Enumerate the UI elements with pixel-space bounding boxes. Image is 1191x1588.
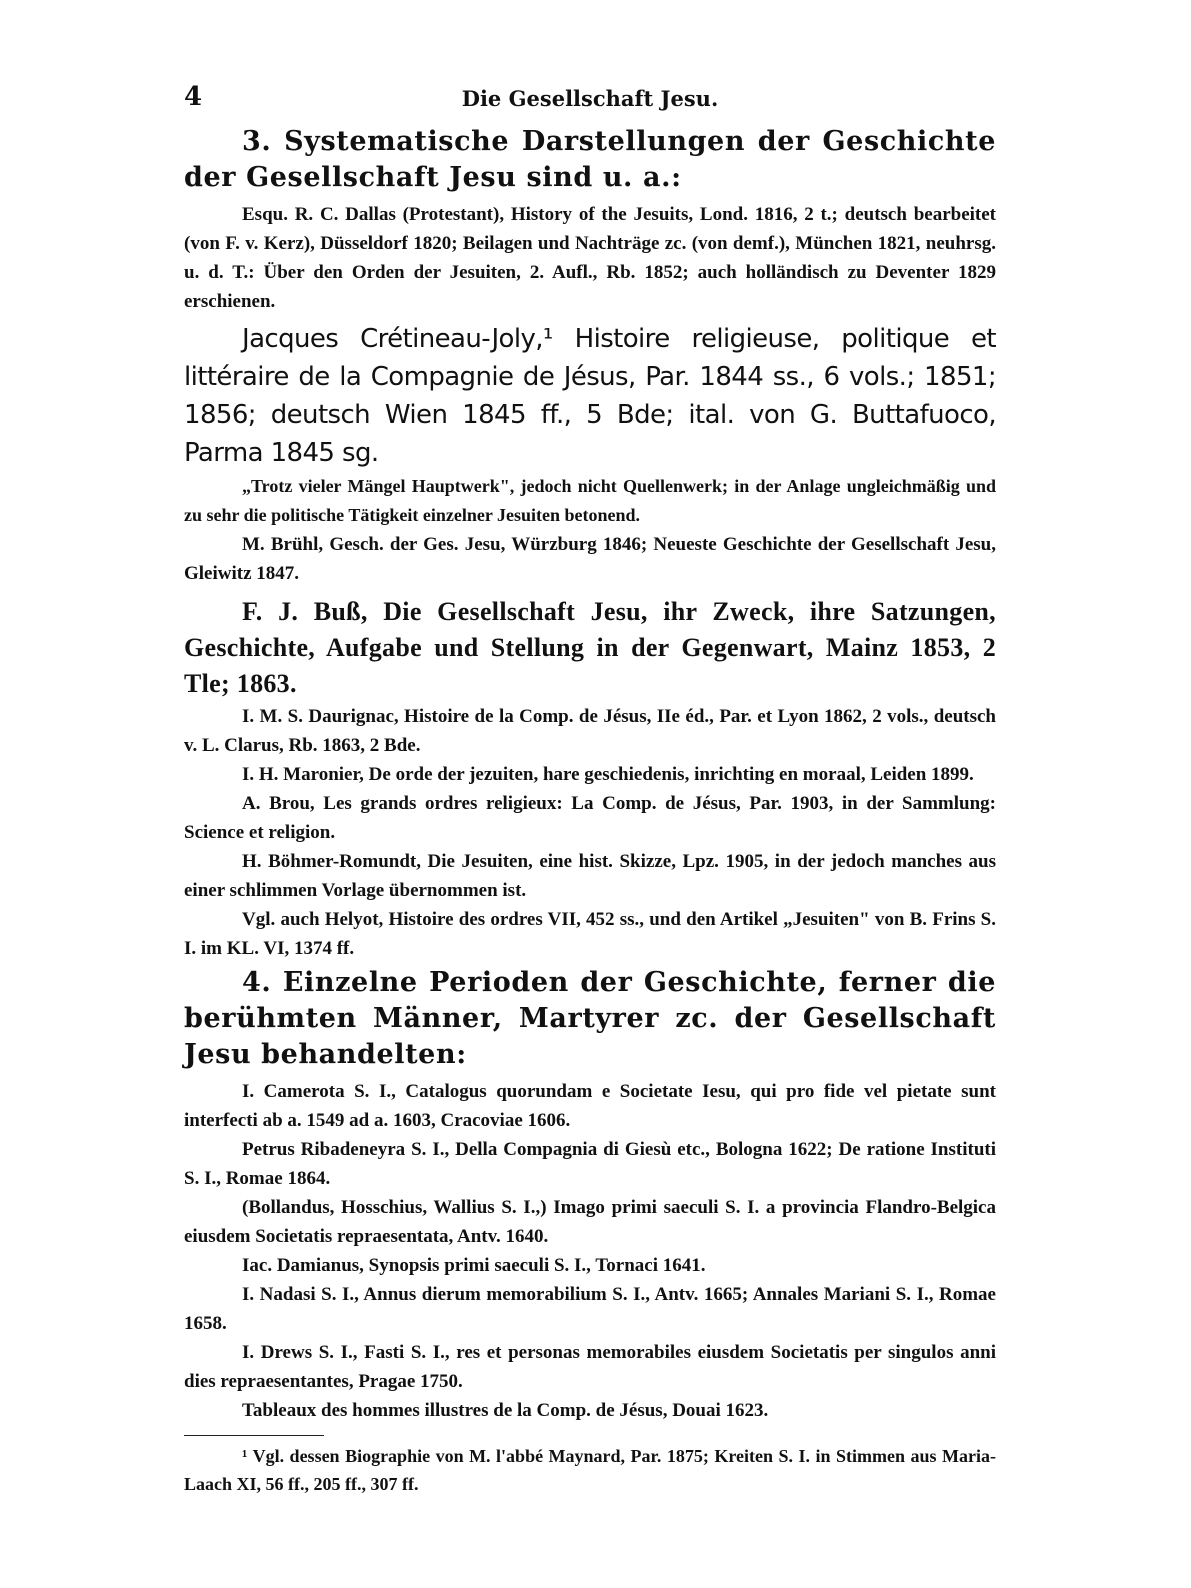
entry-cretineau-joly: Jacques Crétineau-Joly,¹ Histoire religieuse, politique et littéraire de la Compagnie de Jésus, Par. 1844 ss., 6 vols.; 1851; 1856; deutsch Wien 1845 ff., 5 Bde; ital. von G. Buttafuoco, Parma 1845 sg.	[184, 324, 996, 468]
entry-daurignac: I. M. S. Daurignac, Histoire de la Comp. de Jésus, IIe éd., Par. et Lyon 1862, 2 vols., deutsch v. L. Clarus, Rb. 1863, 2 Bde.	[184, 706, 996, 756]
entry-bruehl: M. Brühl, Gesch. der Ges. Jesu, Würzburg 1846; Neueste Geschichte der Gesellschaft Jesu, Gleiwitz 1847.	[184, 534, 996, 584]
section-3-heading: 3. Systematische Darstellungen der Geschichte der Gesellschaft Jesu sind u. a.:	[184, 126, 996, 193]
footnote: ¹ Vgl. dessen Biographie von M. l'abbé Maynard, Par. 1875; Kreiten S. I. in Stimmen aus Maria-Laach XI, 56 ff., 205 ff., 307 ff.	[184, 1446, 996, 1494]
running-title: Die Gesellschaft Jesu.	[461, 86, 719, 111]
page-number: 4	[184, 82, 203, 112]
entry-brou: A. Brou, Les grands ordres religieux: La Comp. de Jésus, Par. 1903, in der Sammlung: Science et religion.	[184, 793, 996, 843]
entry-maronier: I. H. Maronier, De orde der jezuiten, hare geschiedenis, inrichting en moraal, Leiden 1899.	[242, 764, 974, 785]
entry-buss: F. J. Buß, Die Gesellschaft Jesu, ihr Zweck, ihre Satzungen, Geschichte, Aufgabe und Stellung in der Gegenwart, Mainz 1853, 2 Tle; 1863.	[184, 597, 996, 698]
book-page	[184, 82, 996, 1498]
footnote-divider	[184, 1435, 324, 1436]
entry-cretineau-note: „Trotz vieler Mängel Hauptwerk", jedoch nicht Quellenwerk; in der Anlage ungleichmäßig und zu sehr die politische Tätigkeit einzelner Jesuiten betonend.	[184, 476, 996, 525]
entry-damianus: Iac. Damianus, Synopsis primi saeculi S. I., Tornaci 1641.	[242, 1255, 706, 1276]
entry-helyot: Vgl. auch Helyot, Histoire des ordres VII, 452 ss., und den Artikel „Jesuiten" von B. Frins S. I. im KL. VI, 1374 ff.	[184, 909, 996, 959]
entry-bollandus: (Bollandus, Hosschius, Wallius S. I.,) Imago primi saeculi S. I. a provincia Flandro-Belgica eiusdem Societatis repraesentata, Antv. 1640.	[184, 1197, 996, 1247]
page-header	[184, 82, 996, 122]
section-4-heading: 4. Einzelne Perioden der Geschichte, ferner die berühmten Männer, Martyrer zc. der Gesellschaft Jesu behandelten:	[184, 967, 996, 1070]
entry-boehmer-romundt: H. Böhmer-Romundt, Die Jesuiten, eine hist. Skizze, Lpz. 1905, in der jedoch manches aus einer schlimmen Vorlage übernommen ist.	[184, 851, 996, 901]
entry-camerota: I. Camerota S. I., Catalogus quorundam e Societate Iesu, qui pro fide vel pietate sunt interfecti ab a. 1549 ad a. 1603, Cracoviae 1606.	[184, 1081, 996, 1131]
entry-nadasi: I. Nadasi S. I., Annus dierum memorabilium S. I., Antv. 1665; Annales Mariani S. I., Romae 1658.	[184, 1284, 996, 1334]
entry-drews: I. Drews S. I., Fasti S. I., res et personas memorabiles eiusdem Societatis per singulos anni dies repraesentantes, Pragae 1750.	[184, 1342, 996, 1392]
entry-ribadeneyra: Petrus Ribadeneyra S. I., Della Compagnia di Giesù etc., Bologna 1622; De ratione Instituti S. I., Romae 1864.	[184, 1139, 996, 1189]
entry-dallas: Esqu. R. C. Dallas (Protestant), History of the Jesuits, Lond. 1816, 2 t.; deutsch bearbeitet (von F. v. Kerz), Düsseldorf 1820; Beilagen und Nachträge zc. (von demf.), München 1821, neuhrsg. u. d. T.: Über den Orden der Jesuiten, 2. Aufl., Rb. 1852; auch holländisch zu Deventer 1829 erschienen.	[184, 204, 996, 312]
entry-tableaux: Tableaux des hommes illustres de la Comp. de Jésus, Douai 1623.	[242, 1400, 769, 1421]
